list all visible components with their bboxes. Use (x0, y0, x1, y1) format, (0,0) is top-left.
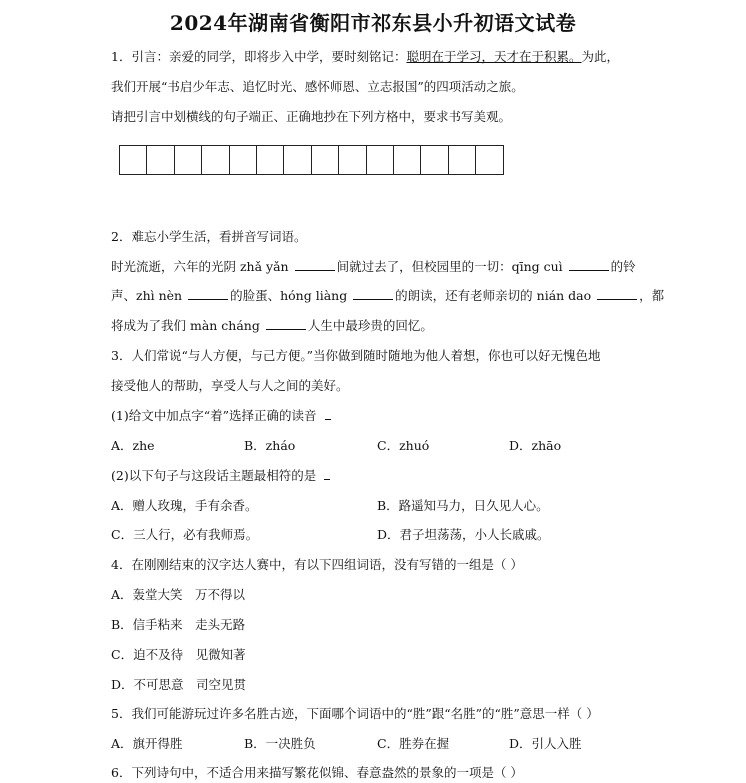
q3-sub2-text: (2)以下句子与这段话主题最相符的是 (111, 468, 317, 483)
q2-text: 的朗读，还有老师亲切的 nián dao (395, 288, 596, 303)
q3-sub1 (111, 406, 331, 426)
answer-blank[interactable] (266, 317, 306, 330)
q2-text: 声、zhì nèn (111, 288, 187, 303)
q6-heading: 6．下列诗句中，不适合用来描写繁花似锦、春意盎然的景象的一项是（ ） (111, 765, 523, 780)
q2-line1 (111, 257, 636, 277)
grid-cell[interactable] (312, 146, 339, 174)
grid-cell[interactable] (339, 146, 366, 174)
q5-option-a[interactable]: A．旗开得胜 (111, 736, 183, 751)
q1-line3: 请把引言中划横线的句子端正、正确地抄在下列方格中，要求书写美观。 (111, 109, 512, 124)
q2-text: 人生中最珍贵的回忆。 (307, 318, 433, 333)
q4-option-a[interactable]: A．轰堂大笑 万不得以 (111, 587, 246, 602)
answer-blank[interactable] (295, 258, 335, 271)
q3-sub1-option-c[interactable]: C．zhuó (377, 438, 430, 453)
grid-cell[interactable] (230, 146, 257, 174)
grid-cell[interactable] (175, 146, 202, 174)
q2-text: 的脸蛋、hóng liàng (230, 288, 352, 303)
answer-blank[interactable] (188, 287, 228, 300)
grid-cell[interactable] (120, 146, 147, 174)
q3-sub1-option-b[interactable]: B．zháo (244, 438, 296, 453)
q4-option-c[interactable]: C．迫不及待 见微知著 (111, 647, 246, 662)
q3-sub1-option-a[interactable]: A．zhe (111, 438, 155, 453)
grid-cell[interactable] (449, 146, 476, 174)
q2-line3 (111, 316, 433, 336)
q4-option-d[interactable]: D．不可思意 司空见贯 (111, 677, 247, 692)
q5-option-c[interactable]: C．胜券在握 (377, 736, 450, 751)
q3-line2: 接受他人的帮助，享受人与人之间的美好。 (111, 378, 349, 393)
q3-sub2-option-b[interactable]: B．路遥知马力，日久见人心。 (377, 498, 549, 513)
q1-line1-post: 为此， (581, 49, 619, 64)
grid-cell[interactable] (202, 146, 229, 174)
q5-heading: 5．我们可能游玩过许多名胜古迹，下面哪个词语中的“胜”跟“名胜”的“胜”意思一样（ ） (111, 706, 599, 721)
q2-text: ，都 (639, 288, 665, 303)
q2-text: 间就过去了，但校园里的一切：qīng cuì (336, 259, 567, 274)
answer-blank[interactable] (325, 407, 331, 420)
q3-sub2-option-d[interactable]: D．君子坦荡荡，小人长戚戚。 (377, 527, 550, 542)
q3-sub2-option-a[interactable]: A．赠人玫瑰，手有余香。 (111, 498, 258, 513)
q2-text: 将成为了我们 màn cháng (111, 318, 264, 333)
grid-cell[interactable] (284, 146, 311, 174)
q2-text: 的铃 (610, 259, 636, 274)
q3-sub2-option-c[interactable]: C．三人行，必有我师焉。 (111, 527, 259, 542)
q3-line1: 3．人们常说“与人方便，与己方便。”当你做到随时随地为他人着想，你也可以好无愧色地 (111, 348, 601, 363)
q1-line1 (111, 47, 619, 67)
grid-cell[interactable] (476, 146, 503, 174)
answer-blank[interactable] (324, 467, 330, 480)
q2-text: 时光流逝，六年的光阴 zhǎ yǎn (111, 259, 293, 274)
q3-sub2 (111, 466, 330, 486)
q4-heading: 4．在刚刚结束的汉字达人赛中，有以下四组词语，没有写错的一组是（ ） (111, 557, 523, 572)
q2-heading: 2．难忘小学生活，看拼音写词语。 (111, 229, 307, 244)
grid-cell[interactable] (367, 146, 394, 174)
q1-line1-pre: 1．引言：亲爱的同学，即将步入中学，要时刻铭记： (111, 49, 407, 64)
q5-option-d[interactable]: D．引人入胜 (509, 736, 582, 751)
grid-cell[interactable] (394, 146, 421, 174)
q3-sub1-option-d[interactable]: D．zhāo (509, 438, 562, 453)
grid-cell[interactable] (421, 146, 448, 174)
q5-option-b[interactable]: B．一决胜负 (244, 736, 316, 751)
q4-option-b[interactable]: B．信手粘来 走头无路 (111, 617, 246, 632)
page-title: 2024年湖南省衡阳市祁东县小升初语文试卷 (169, 11, 577, 35)
q3-sub1-text: (1)给文中加点字“着”选择正确的读音 (111, 408, 317, 423)
q2-line2 (111, 286, 664, 306)
answer-blank[interactable] (353, 287, 393, 300)
answer-blank[interactable] (597, 287, 637, 300)
grid-cell[interactable] (257, 146, 284, 174)
writing-grid[interactable] (119, 145, 504, 175)
answer-blank[interactable] (569, 258, 609, 271)
q1-underlined-sentence: 聪明在于学习，天才在于积累。 (406, 49, 582, 64)
q1-line2: 我们开展“书启少年志、追忆时光、感怀师恩、立志报国”的四项活动之旅。 (111, 79, 524, 94)
grid-cell[interactable] (147, 146, 174, 174)
